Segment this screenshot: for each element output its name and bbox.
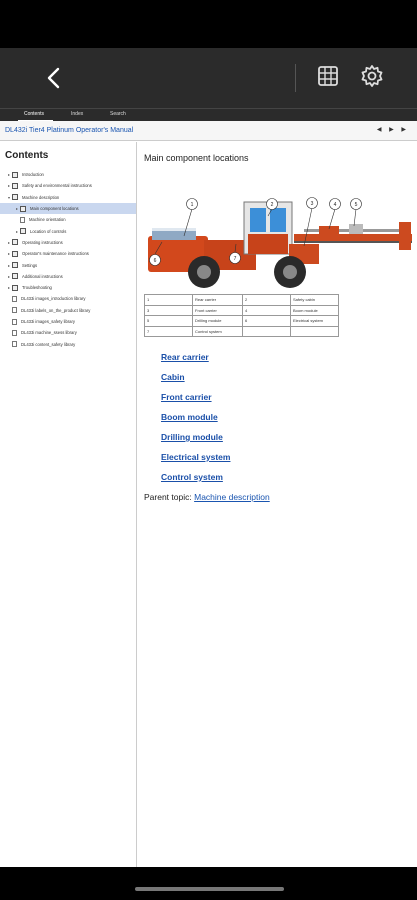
table-cell-number — [243, 326, 291, 337]
table-cell-component: Safety cabin — [291, 295, 339, 306]
toc-item-label: Location of controls — [30, 228, 67, 234]
toc-item[interactable] — [0, 169, 136, 180]
grid-view-button[interactable] — [316, 64, 340, 88]
table-cell-number: 1 — [145, 295, 193, 306]
callout-3: 3 — [310, 201, 314, 207]
page-icon — [12, 319, 17, 325]
component-link[interactable]: Front carrier — [161, 392, 212, 402]
expand-arrow-icon[interactable]: ▸ — [7, 172, 10, 178]
toc-item-label: DL433i images_safety library — [21, 319, 75, 324]
callout-7: 7 — [233, 256, 237, 262]
status-bar — [0, 0, 417, 48]
table-row — [145, 305, 339, 316]
toc-item-label: DL433i content_safety library — [21, 341, 76, 347]
book-icon — [12, 273, 18, 279]
book-icon — [20, 206, 26, 212]
toc-item-label: Troubleshooting — [22, 285, 52, 291]
component-link[interactable]: Boom module — [161, 412, 218, 422]
parent-topic-label: Parent topic: — [144, 492, 192, 502]
settings-button[interactable] — [359, 63, 385, 89]
document-title-bar — [0, 121, 417, 141]
toc-item[interactable] — [0, 192, 136, 203]
toc-item[interactable] — [0, 225, 136, 236]
table-cell-number: 4 — [243, 305, 291, 316]
toc-item[interactable] — [0, 214, 136, 225]
toc-item-label: DL433i machine_ssess library — [21, 330, 77, 336]
expand-arrow-icon[interactable]: ▾ — [7, 194, 10, 200]
toc-item-label: Settings — [22, 262, 38, 268]
page-nav-arrows[interactable]: ◀ ▶ ▶ — [376, 127, 409, 133]
book-icon — [12, 172, 18, 178]
toc-item[interactable] — [0, 338, 136, 349]
component-link[interactable]: Cabin — [161, 372, 185, 382]
toc-item-label: DL433i images_introduction library — [21, 296, 86, 302]
toc-item[interactable] — [0, 327, 136, 338]
toc-item-label: DL433i labels_on_the_product library — [21, 307, 91, 313]
page-icon — [12, 330, 17, 336]
toolbar-divider — [295, 64, 296, 92]
toc-item[interactable] — [0, 282, 136, 293]
expand-arrow-icon[interactable]: ▸ — [7, 183, 10, 189]
home-indicator[interactable] — [135, 887, 284, 891]
toc-item[interactable] — [0, 305, 136, 316]
table-cell-component — [291, 326, 339, 337]
toc-item-label: Main component locations — [30, 206, 79, 212]
table-cell-component: Front carrier — [193, 305, 243, 316]
table-cell-component: Rear carrier — [193, 295, 243, 306]
expand-arrow-icon[interactable]: ▸ — [15, 206, 18, 212]
book-icon — [12, 285, 18, 291]
toc-item-label: Operator's maintenance instructions — [22, 251, 89, 257]
callout-6: 6 — [153, 258, 157, 264]
toc-item-label: Machine description — [22, 194, 60, 200]
tabs-bar — [0, 108, 417, 121]
document-viewer — [0, 121, 417, 867]
table-cell-component: Control system — [193, 326, 243, 337]
back-button[interactable] — [38, 62, 68, 94]
table-cell-component: Electrical system — [291, 316, 339, 327]
table-cell-component: Boom module — [291, 305, 339, 316]
callout-5: 5 — [354, 202, 358, 208]
toc-item[interactable] — [0, 293, 136, 304]
toc-item-label: Machine orientation — [29, 217, 66, 223]
callout-1: 1 — [190, 202, 194, 208]
book-icon — [12, 194, 18, 200]
table-row — [145, 295, 339, 306]
book-icon — [12, 239, 18, 245]
toc-item[interactable] — [0, 237, 136, 248]
toc-item-label: Safety and environmental instructions — [22, 183, 92, 189]
page-icon — [12, 296, 17, 302]
page-icon — [12, 341, 17, 347]
page-icon — [12, 307, 17, 313]
table-cell-number: 5 — [145, 316, 193, 327]
tab-index[interactable]: Index — [71, 111, 84, 117]
toc-item[interactable] — [0, 180, 136, 191]
section-title: Main component locations — [144, 153, 249, 163]
component-table — [144, 294, 339, 337]
table-row — [145, 316, 339, 327]
table-cell-number: 2 — [243, 295, 291, 306]
tab-search[interactable]: Search — [110, 111, 126, 117]
document-title[interactable]: DL432i Tier4 Platinum Operator's Manual — [5, 127, 134, 134]
app-bar — [0, 48, 417, 108]
book-icon — [12, 262, 18, 268]
table-cell-number: 6 — [243, 316, 291, 327]
book-icon — [20, 228, 26, 234]
contents-sidebar — [0, 142, 137, 867]
component-link[interactable]: Drilling module — [161, 432, 223, 442]
component-link[interactable]: Electrical system — [161, 452, 231, 462]
page-icon — [20, 217, 25, 223]
expand-arrow-icon[interactable]: ▸ — [7, 262, 10, 268]
toc-item[interactable] — [0, 316, 136, 327]
system-nav-bar — [0, 867, 417, 900]
expand-arrow-icon[interactable]: ▸ — [15, 228, 18, 234]
expand-arrow-icon[interactable]: ▸ — [7, 273, 10, 279]
table-row — [145, 326, 339, 337]
toc-item[interactable] — [0, 271, 136, 282]
expand-arrow-icon[interactable]: ▸ — [7, 251, 10, 257]
expand-arrow-icon[interactable]: ▸ — [7, 285, 10, 291]
toc-item-label: Introduction — [22, 172, 44, 178]
callout-2: 2 — [270, 202, 274, 208]
parent-topic — [144, 492, 270, 502]
toc-item[interactable] — [0, 203, 136, 214]
grid-view-icon — [316, 64, 340, 88]
tab-contents[interactable]: Contents — [24, 111, 45, 117]
book-icon — [12, 251, 18, 257]
callout-4: 4 — [333, 202, 337, 208]
parent-topic-link[interactable]: Machine description — [194, 492, 270, 502]
book-icon — [12, 183, 18, 189]
toc-item[interactable] — [0, 248, 136, 259]
drill-rig-illustration — [144, 174, 416, 294]
table-cell-number: 7 — [145, 326, 193, 337]
expand-arrow-icon[interactable]: ▸ — [7, 239, 10, 245]
table-cell-component: Drilling module — [193, 316, 243, 327]
arrow-back-icon — [46, 67, 60, 89]
component-links — [161, 352, 230, 492]
component-link[interactable]: Control system — [161, 472, 223, 482]
toc-item-label: Additional instructions — [22, 273, 63, 279]
contents-heading: Contents — [5, 150, 49, 161]
gear-icon — [359, 63, 385, 89]
toc-list — [0, 169, 136, 350]
toc-item[interactable] — [0, 259, 136, 270]
toc-item-label: Operating instructions — [22, 239, 63, 245]
table-cell-number: 3 — [145, 305, 193, 316]
component-link[interactable]: Rear carrier — [161, 352, 209, 362]
